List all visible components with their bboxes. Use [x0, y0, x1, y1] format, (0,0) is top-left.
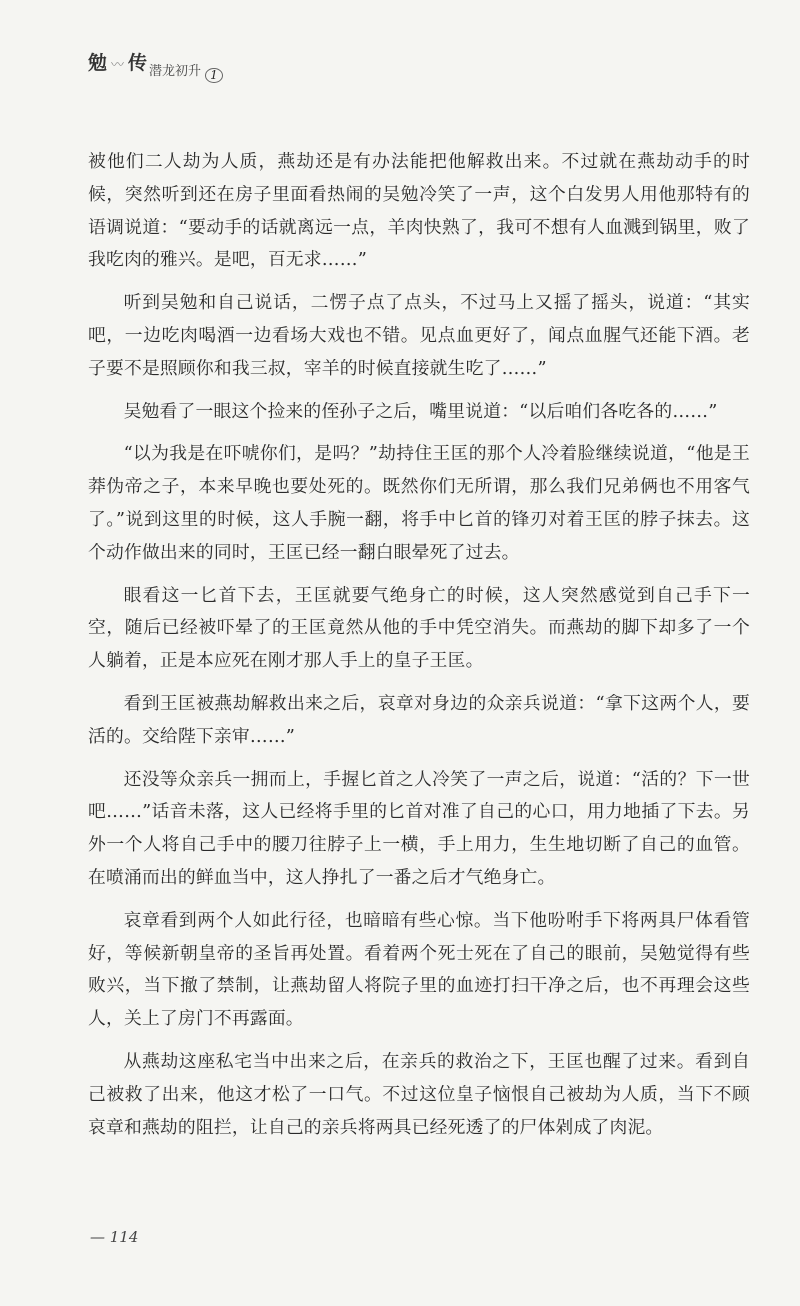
- paragraph-4: “以为我是在吓唬你们，是吗？”劫持住王匡的那个人冷着脸继续说道，“他是王莽伪帝之子，本来早晚也要处死的。既然你们无所谓，那么我们兄弟俩也不用客气了。”说到这里的时候，这人手腕一翻，将手中匕首的锋刃对着王匡的脖子抹去。这个动作做出来的同时，王匡已经一翻白眼晕死了过去。: [88, 443, 750, 563]
- paragraph-3: 吴勉看了一眼这个捡来的侄孙子之后，嘴里说道：“以后咱们各吃各的……”: [123, 400, 718, 422]
- paragraph-2: 听到吴勉和自己说话，二愣子点了点头，不过马上又摇了摇头，说道：“其实吧，一边吃肉喝酒一边看场大戏也不错。见点血更好了，闻点血腥气还能下酒。老子要不是照顾你和我三叔，宰羊的时候直接就生吃了……”: [88, 292, 750, 379]
- header-volume-number: 1: [205, 68, 223, 83]
- paragraph-1: 被他们二人劫为人质，燕劫还是有办法能把他解救出来。不过就在燕劫动手的时候，突然听到还在房子里面看热闹的吴勉冷笑了一声，这个白发男人用他那特有的语调说道：“要动手的话就离远一点，羊肉快熟了，我可不想有人血溅到锅里，败了我吃肉的雅兴。是吧，百无求……”: [88, 151, 750, 271]
- header-title-char2: 传: [128, 52, 148, 74]
- paragraph-7: 还没等众亲兵一拥而上，手握匕首之人冷笑了一声之后，说道：“活的？下一世吧……”话音未落，这人已经将手里的匕首对准了自己的心口，用力地插了下去。另外一个人将自己手中的腰刀往脖子上一横，手上用力，生生地切断了自己的血管。在喷涌而出的鲜血当中，这人挣扎了一番之后才气绝身亡。: [88, 768, 750, 888]
- paragraph-9: 从燕劫这座私宅当中出来之后，在亲兵的救治之下，王匡也醒了过来。看到自己被救了出来，他这才松了一口气。不过这位皇子恼恨自己被劫为人质，当下不顾哀章和燕劫的阻拦，让自己的亲兵将两具已经死透了的尸体剁成了肉泥。: [88, 1050, 750, 1138]
- running-header: [88, 48, 223, 82]
- header-subtitle: 潜龙初升: [149, 64, 202, 79]
- paragraph-5: 眼看这一匕首下去，王匡就要气绝身亡的时候，这人突然感觉到自己手下一空，随后已经被吓晕了的王匡竟然从他的手中凭空消失。而燕劫的脚下却多了一个人躺着，正是本应死在刚才那人手上的皇子王匡。: [88, 584, 750, 672]
- header-title-char1: 勉: [88, 52, 108, 74]
- paragraph-8: 哀章看到两个人如此行径，也暗暗有些心惊。当下他吩咐手下将两具尸体看管好，等候新朝皇帝的圣旨再处置。看着两个死士死在了自己的眼前，吴勉觉得有些败兴，当下撤了禁制，让燕劫留人将院子里的血迹打扫干净之后，也不再理会这些人，关上了房门不再露面。: [88, 909, 750, 1030]
- page-number: — 114: [90, 1228, 139, 1246]
- header-ornament: 〰: [111, 58, 125, 73]
- page-body: [88, 146, 750, 1154]
- paragraph-6: 看到王匡被燕劫解救出来之后，哀章对身边的众亲兵说道：“拿下这两个人，要活的。交给陛下亲审……”: [88, 692, 750, 747]
